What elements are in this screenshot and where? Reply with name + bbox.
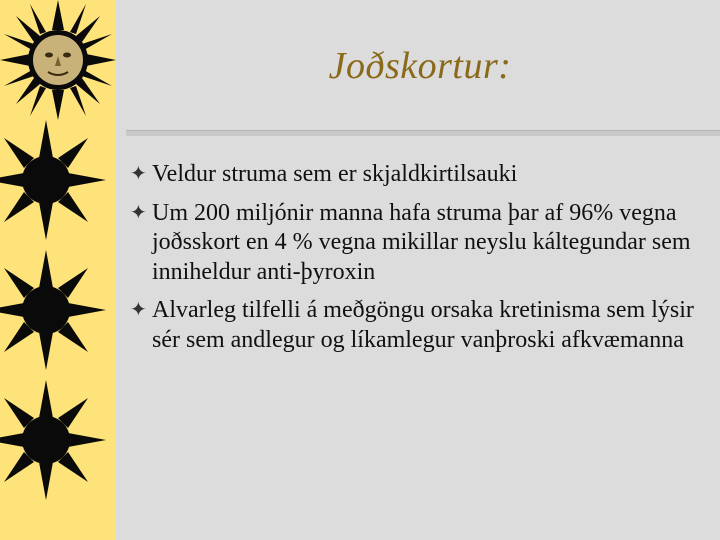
slide-title: Joðskortur: xyxy=(328,45,512,87)
sun-icon xyxy=(0,120,106,240)
bullet-item xyxy=(132,160,712,190)
sun-icon xyxy=(0,380,106,500)
title-divider xyxy=(126,130,720,136)
bullet-text: Um 200 miljónir manna hafa struma þar af 96% vegna joðsskort en 4 % vegna mikillar neyslu káltegundar sem inniheldur anti-þyroxin xyxy=(152,199,691,285)
four-point-star-icon: ✦ xyxy=(130,201,147,224)
sun-face-icon xyxy=(0,0,116,120)
bullet-text: Alvarleg tilfelli á meðgöngu orsaka kretinisma sem lýsir sér sem andlegur og líkamlegur vanþroski afkvæmanna xyxy=(152,297,694,353)
four-point-star-icon: ✦ xyxy=(130,163,147,185)
decorative-sun-border xyxy=(0,0,116,540)
bullet-item xyxy=(132,296,712,355)
sun-border-art xyxy=(0,0,116,540)
bullet-text: Veldur struma sem er skjaldkirtilsauki xyxy=(152,161,518,187)
bullet-list xyxy=(132,160,712,364)
four-point-star-icon: ✦ xyxy=(130,299,147,321)
sun-icon xyxy=(0,250,106,370)
bullet-item xyxy=(132,199,712,288)
